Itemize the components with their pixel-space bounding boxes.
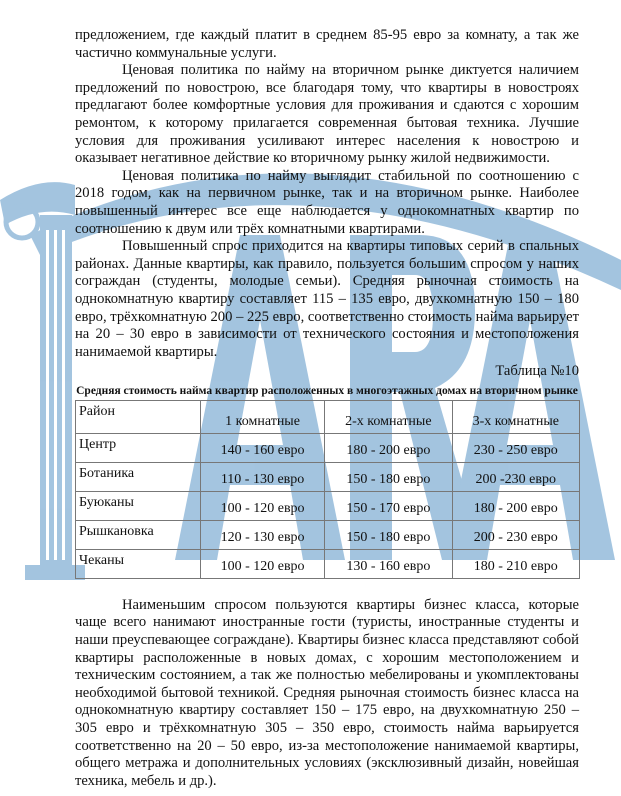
header-cell: Район <box>76 400 201 433</box>
district-cell: Ботаника <box>76 462 201 491</box>
rent-price-table <box>75 400 580 579</box>
table-row <box>76 462 580 491</box>
header-cell: 2-х комнатные <box>325 400 452 433</box>
paragraph: Ценовая политика по найму на вторичном рынке диктуется наличием предложений по новострою, все благодаря тому, что квартиры в новостроях предлагают более комфортные условия для проживания и сдаются с хорошим ремонтом, к которому прилагается современная бытовая техника. Лучшие условия для проживания усиливают интерес населения к новострою и оказывает негативное действие ко вторичному рынку жилой недвижимости. <box>75 62 579 167</box>
price-cell: 230 - 250 евро <box>452 433 579 462</box>
district-cell: Буюканы <box>76 491 201 520</box>
table-row <box>76 433 580 462</box>
district-cell: Чеканы <box>76 549 201 578</box>
paragraph: Повышенный спрос приходится на квартиры типовых серий в спальных районах. Данные квартиры, как правило, пользуется большим спросом у наших сограждан (студенты, молодые семьи). Средняя рыночная стоимость на однокомнатную квартиру составляет 115 – 135 евро, двухкомнатную 150 – 180 евро, трёхкомнатную 200 – 225 евро, соответственно стоимость найма варьирует на 20 – 30 евро в зависимости от технического состояния и местоположения нанимаемой квартиры. <box>75 238 579 360</box>
price-cell: 120 - 130 евро <box>201 520 325 549</box>
price-cell: 130 - 160 евро <box>325 549 452 578</box>
price-cell: 100 - 120 евро <box>201 549 325 578</box>
table-row <box>76 491 580 520</box>
paragraph: предложением, где каждый платит в среднем 85-95 евро за комнату, а так же частично коммунальные услуги. <box>75 27 579 61</box>
table-caption: Таблица №10 <box>495 363 579 380</box>
price-cell: 150 - 180 евро <box>325 462 452 491</box>
paragraph: Наименьшим спросом пользуются квартиры бизнес класса, которые чаще всего нанимают иностранные гости (туристы, иностранные студенты и наши преуспевающее сограждане). Квартиры бизнес класса представляют собой квартиры расположенные в новых домах, с хорошим местоположением и техническим состоянием, а так же полностью мебелированы и укомплектованы необходимой бытовой техникой. Средняя рыночная стоимость бизнес класса на однокомнатную квартиру составляет 150 – 175 евро, на двухкомнатную 250 – 305 евро и трёхкомнатную 305 – 350 евро, стоимость найма варьируется соответственно на 20 – 50 евро, из-за местоположение нанимаемой квартиры, общего метража и дополнительных условиях (эксклюзивный дизайн, новейшая техника, мебель и др.). <box>75 596 579 789</box>
price-cell: 200 - 230 евро <box>452 520 579 549</box>
price-cell: 150 - 180 евро <box>325 520 452 549</box>
district-cell: Центр <box>76 433 201 462</box>
price-cell: 180 - 210 евро <box>452 549 579 578</box>
price-cell: 180 - 200 евро <box>452 491 579 520</box>
district-cell: Рышкановка <box>76 520 201 549</box>
price-cell: 140 - 160 евро <box>201 433 325 462</box>
price-cell: 200 -230 евро <box>452 462 579 491</box>
table-header-row <box>76 400 580 433</box>
price-cell: 100 - 120 евро <box>201 491 325 520</box>
table-row <box>76 549 580 578</box>
table-row <box>76 520 580 549</box>
document-page <box>75 27 579 790</box>
header-cell: 3-х комнатные <box>452 400 579 433</box>
paragraph: Ценовая политика по найму выглядит стабильной по соотношению с 2018 годом, как на первичном рынке, так и на вторичном рынке. Наиболее повышенный интерес все еще наблюдается у однокомнатных квартир по соотношению к двум или трёх комнатными квартирами. <box>75 167 579 237</box>
price-cell: 180 - 200 евро <box>325 433 452 462</box>
price-cell: 150 - 170 евро <box>325 491 452 520</box>
price-cell: 110 - 130 евро <box>201 462 325 491</box>
header-cell: 1 комнатные <box>201 400 325 433</box>
table-title: Средняя стоимость найма квартир расположенных в многоэтажных домах на вторичном рынке <box>76 384 578 397</box>
